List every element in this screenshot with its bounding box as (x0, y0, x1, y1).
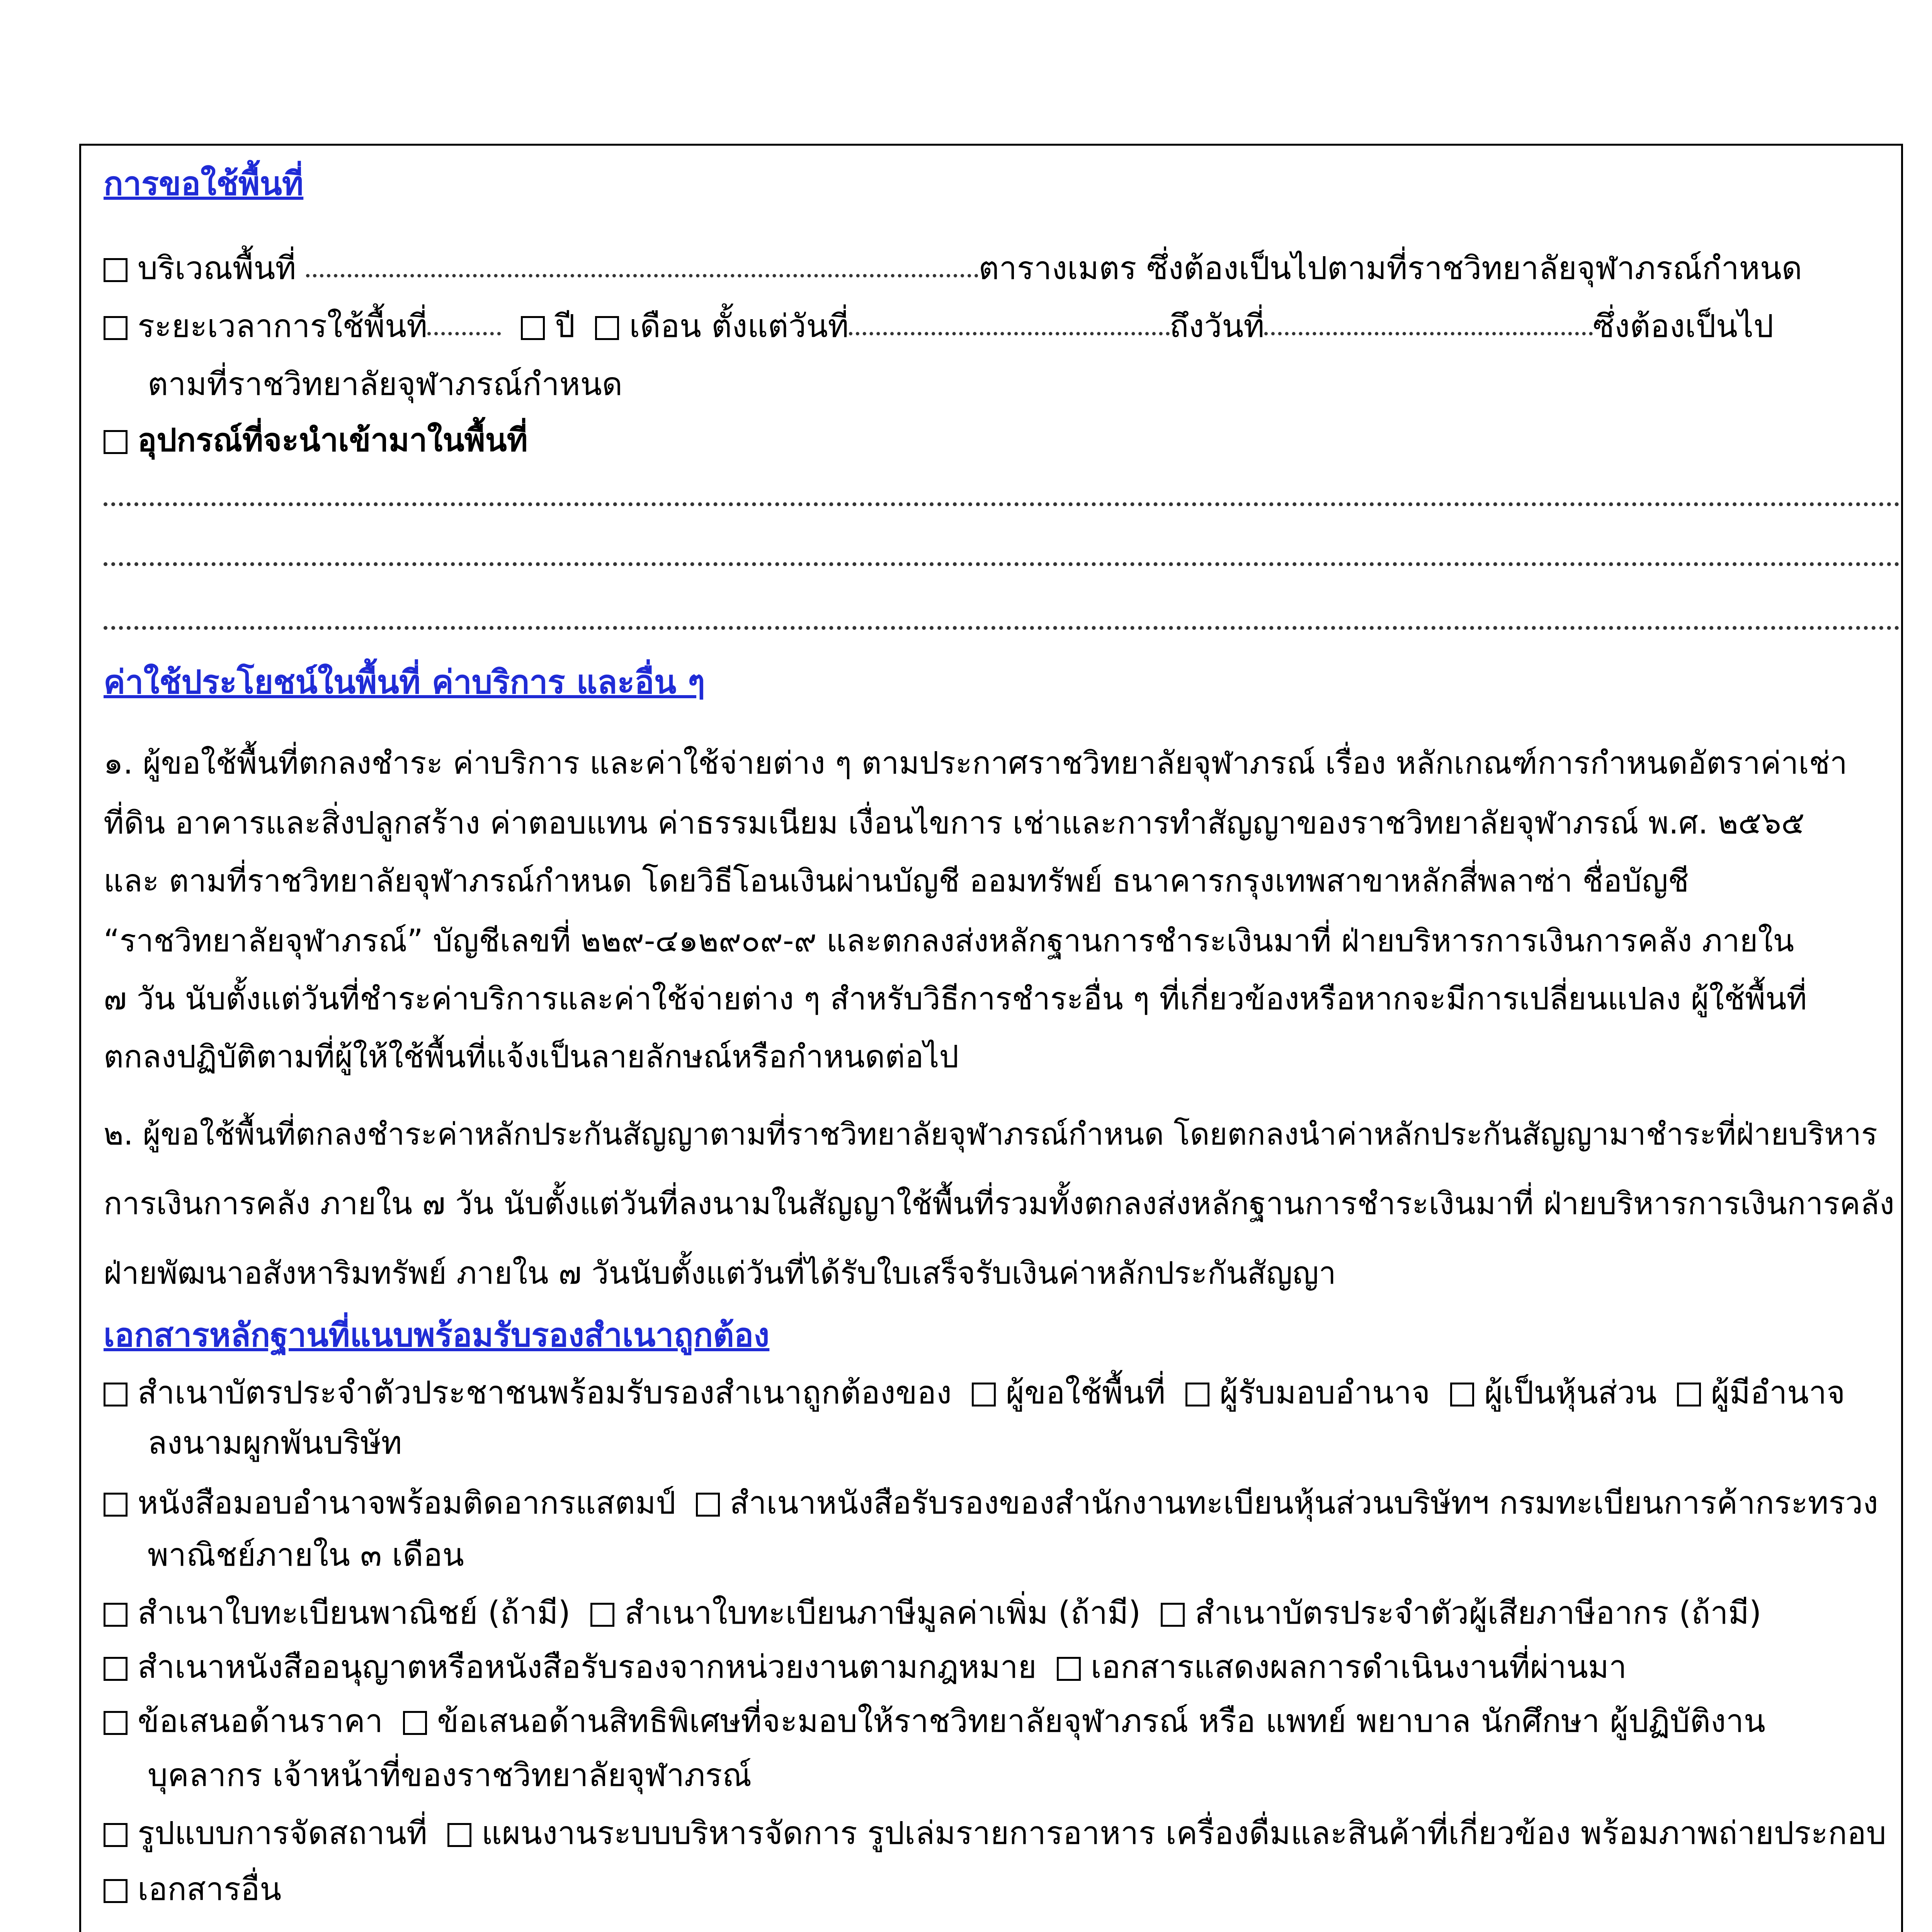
fees-p1-line-3: และ ตามที่ราชวิทยาลัยจุฬาภรณ์กำหนด โดยวิธีโอนเงินผ่านบัญชี ออมทรัพย์ ธนาคารกรุงเทพสาขาหลักสี่พลาซ่า ชื่อบัญชี (104, 863, 1689, 899)
fees-p1-line-2: ที่ดิน อาคารและสิ่งปลูกสร้าง ค่าตอบแทน ค่าธรรมเนียม เงื่อนไขการ เช่าและการทำสัญญาของราชวิทยาลัยจุฬาภรณ์ พ.ศ. ๒๕๖๕ (104, 805, 1805, 841)
fees-p1-line-4: “ราชวิทยาลัยจุฬาภรณ์” บัญชีเลขที่ ๒๒๙-๔๑๒๙๐๙-๙ และตกลงส่งหลักฐานการชำระเงินมาที่ ฝ่ายบริหารการเงินการคลัง ภายใน (104, 923, 1794, 959)
commerce-reg-label: สำเนาใบทะเบียนพาณิชย์ (ถ้ามี) (138, 1595, 571, 1631)
period-row (104, 305, 1774, 348)
year-checkbox[interactable] (521, 316, 545, 340)
start-date-fill-line[interactable] (849, 332, 1170, 335)
fees-p2-line-3: ฝ่ายพัฒนาอสังหาริมทรัพย์ ภายใน ๗ วันนับตั้งแต่วันที่ได้รับใบเสร็จรับเงินค่าหลักประกันสัญญา (104, 1255, 1336, 1291)
year-label: ปี (555, 308, 575, 345)
partner-checkbox[interactable] (1450, 1383, 1474, 1406)
layout-checkbox[interactable] (104, 1823, 128, 1847)
area-fill-line[interactable] (306, 274, 978, 277)
area-checkbox[interactable] (104, 258, 128, 282)
equipment-row (104, 419, 528, 462)
period-fill-line[interactable] (427, 332, 501, 335)
doc-other-row (104, 1868, 281, 1911)
other-checkbox[interactable] (104, 1879, 128, 1903)
price-offer-checkbox[interactable] (104, 1711, 128, 1735)
company-cert-label: สำเนาหนังสือรับรองของสำนักงานทะเบียนหุ้นส่วนบริษัทฯ กรมทะเบียนการค้ากระทรวง (730, 1485, 1878, 1521)
id-card-label: สำเนาบัตรประจำตัวประชาชนพร้อมรับรองสำเนาถูกต้องของ (138, 1374, 952, 1411)
license-checkbox[interactable] (104, 1657, 128, 1681)
must-label: ซึ่งต้องเป็นไป (1593, 308, 1774, 345)
equipment-label: อุปกรณ์ที่จะนำเข้ามาในพื้นที่ (138, 422, 528, 459)
id-card-checkbox[interactable] (104, 1383, 128, 1406)
past-results-checkbox[interactable] (1057, 1657, 1081, 1681)
proxy-checkbox[interactable] (1185, 1383, 1209, 1406)
fees-p2-line-1: ๒. ผู้ขอใช้พื้นที่ตกลงชำระค่าหลักประกันสัญญาตามที่ราชวิทยาลัยจุฬาภรณ์กำหนด โดยตกลงนำค่าหลักประกันสัญญามาชำระที่ฝ่ายบริหาร (104, 1116, 1878, 1152)
period-label: ระยะเวลาการใช้พื้นที่ (138, 308, 428, 345)
tax-card-label: สำเนาบัตรประจำตัวผู้เสียภาษีอากร (ถ้ามี) (1195, 1595, 1762, 1631)
area-prefix: บริเวณพื้นที่ (138, 250, 296, 287)
id-card-cont: ลงนามผูกพันบริษัท (148, 1425, 402, 1461)
authority-label: ผู้มีอำนาจ (1711, 1374, 1845, 1411)
other-label: เอกสารอื่น (138, 1871, 282, 1908)
past-results-label: เอกสารแสดงผลการดำเนินงานที่ผ่านมา (1090, 1649, 1627, 1685)
equipment-fill-line-3[interactable] (104, 626, 1900, 630)
fees-p1-line-1: ๑. ผู้ขอใช้พื้นที่ตกลงชำระ ค่าบริการ และค่าใช้จ่ายต่าง ๆ ตามประกาศราชวิทยาลัยจุฬาภรณ์ เรื่อง หลักเกณฑ์การกำหนดอัตราค่าเช่า (104, 745, 1847, 781)
doc-registrations-row (104, 1592, 1762, 1634)
fees-p1-line-5: ๗ วัน นับตั้งแต่วันที่ชำระค่าบริการและค่าใช้จ่ายต่าง ๆ สำหรับวิธีการชำระอื่น ๆ ที่เกี่ยวข้องหรือหากจะมีการเปลี่ยนแปลง ผู้ใช้พื้นที่ (104, 981, 1807, 1017)
area-row (104, 247, 1802, 290)
month-checkbox[interactable] (595, 316, 619, 340)
end-date-fill-line[interactable] (1264, 332, 1593, 335)
proxy-label: ผู้รับมอบอำนาจ (1219, 1374, 1430, 1411)
equipment-checkbox[interactable] (104, 430, 128, 454)
doc-offers-row (104, 1700, 1765, 1743)
applicant-label: ผู้ขอใช้พื้นที่ (1005, 1374, 1166, 1411)
privilege-cont: บุคลากร เจ้าหน้าที่ของราชวิทยาลัยจุฬาภรณ์ (148, 1757, 752, 1794)
vat-reg-label: สำเนาใบทะเบียนภาษีมูลค่าเพิ่ม (ถ้ามี) (624, 1595, 1141, 1631)
plan-label: แผนงานระบบบริหารจัดการ รูปเล่มรายการอาหาร เครื่องดื่มและสินค้าที่เกี่ยวข้อง พร้อมภาพถ่ายประกอบ (481, 1815, 1886, 1852)
until-label: ถึงวันที่ (1169, 308, 1265, 345)
vat-reg-checkbox[interactable] (590, 1603, 614, 1627)
period-checkbox[interactable] (104, 316, 128, 340)
doc-layout-row (104, 1812, 1886, 1855)
tax-card-checkbox[interactable] (1161, 1603, 1185, 1627)
usage-heading: การขอใช้พื้นที่ (104, 165, 304, 202)
period-cont: ตามที่ราชวิทยาลัยจุฬาภรณ์กำหนด (148, 366, 622, 403)
equipment-fill-line-2[interactable] (104, 562, 1900, 566)
authority-checkbox[interactable] (1677, 1383, 1701, 1406)
docs-heading: เอกสารหลักฐานที่แนบพร้อมรับรองสำเนาถูกต้อง (104, 1316, 770, 1354)
fees-p2-line-2: การเงินการคลัง ภายใน ๗ วัน นับตั้งแต่วันที่ลงนามในสัญญาใช้พื้นที่รวมทั้งตกลงส่งหลักฐานการชำระเงินมาที่ ฝ่ายบริหารการเงินการคลัง (104, 1185, 1895, 1221)
price-offer-label: ข้อเสนอด้านราคา (138, 1703, 383, 1740)
fees-p1-line-6: ตกลงปฏิบัติตามที่ผู้ให้ใช้พื้นที่แจ้งเป็นลายลักษณ์หรือกำหนดต่อไป (104, 1039, 959, 1075)
applicant-checkbox[interactable] (972, 1383, 996, 1406)
fees-heading: ค่าใช้ประโยชน์ในพื้นที่ ค่าบริการ และอื่น ๆ (104, 663, 705, 701)
company-cert-cont: พาณิชย์ภายใน ๓ เดือน (148, 1537, 464, 1573)
layout-label: รูปแบบการจัดสถานที่ (138, 1815, 427, 1852)
company-cert-checkbox[interactable] (696, 1493, 720, 1517)
license-label: สำเนาหนังสืออนุญาตหรือหนังสือรับรองจากหน่วยงานตามกฎหมาย (138, 1649, 1037, 1685)
plan-checkbox[interactable] (447, 1823, 471, 1847)
privilege-offer-label: ข้อเสนอด้านสิทธิพิเศษที่จะมอบให้ราชวิทยาลัยจุฬาภรณ์ หรือ แพทย์ พยาบาล นักศึกษา ผู้ปฏิบัติงาน (437, 1703, 1765, 1740)
equipment-fill-line-1[interactable] (104, 502, 1900, 506)
doc-poa-row (104, 1482, 1878, 1524)
poa-checkbox[interactable] (104, 1493, 128, 1517)
doc-license-row (104, 1646, 1627, 1689)
doc-id-card-row (104, 1372, 1845, 1414)
poa-label: หนังสือมอบอำนาจพร้อมติดอากรแสตมป์ (138, 1485, 676, 1521)
month-label: เดือน ตั้งแต่วันที่ (629, 308, 849, 345)
area-suffix: ตารางเมตร ซึ่งต้องเป็นไปตามที่ราชวิทยาลัยจุฬาภรณ์กำหนด (978, 250, 1803, 287)
commerce-reg-checkbox[interactable] (104, 1603, 128, 1627)
privilege-offer-checkbox[interactable] (403, 1711, 427, 1735)
partner-label: ผู้เป็นหุ้นส่วน (1484, 1374, 1657, 1411)
